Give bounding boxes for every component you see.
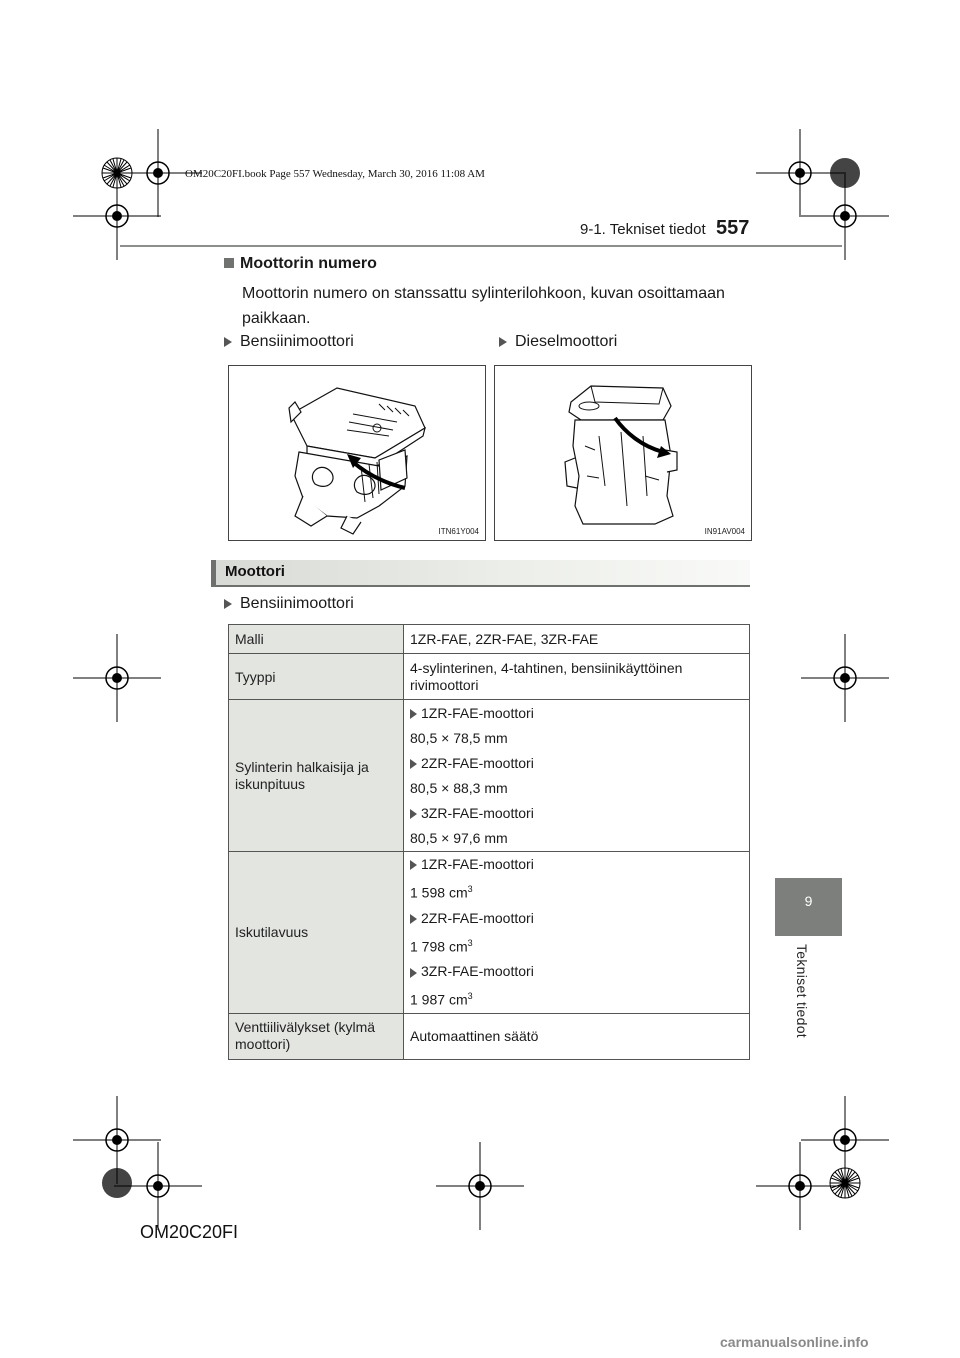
- row-value: 4-sylinterinen, 4-tahtinen, bensiinikäyttöinen rivimoottori: [404, 654, 750, 700]
- engine-number-text: Moottorin numero on stanssattu sylinterilohkoon, kuvan osoittamaan paikkaan.: [242, 285, 725, 327]
- engine-section-band: [211, 560, 750, 585]
- bore-stroke-item: 2ZR-FAE-moottori: [410, 751, 743, 776]
- diesel-engine-illustration: [494, 365, 752, 541]
- table-row: [229, 700, 750, 852]
- diesel-image-code: IN91AV004: [704, 527, 745, 536]
- gasoline-label: Bensiinimoottori: [224, 333, 354, 351]
- page-number: 557: [716, 217, 750, 239]
- engine-section-subtitle: Bensiinimoottori: [224, 595, 354, 613]
- band-underline: [211, 585, 750, 587]
- row-label: Malli: [229, 625, 404, 654]
- bore-stroke-value: 80,5 × 97,6 mm: [410, 829, 508, 846]
- header-section: 9-1. Tekniset tiedot: [580, 221, 706, 238]
- row-value: [404, 700, 750, 852]
- row-value: 1ZR-FAE, 2ZR-FAE, 3ZR-FAE: [404, 625, 750, 654]
- row-label: Sylinterin halkaisija ja iskunpituus: [229, 700, 404, 852]
- triangle-bullet-icon: [410, 709, 417, 719]
- displacement-value: 1 798 $cm^3$: [410, 937, 473, 955]
- crosshair-mark: [801, 1096, 889, 1184]
- crosshair-mark: [801, 634, 889, 722]
- triangle-bullet-icon: [410, 860, 417, 870]
- header-rule: [120, 245, 842, 247]
- footer-code: OM20C20FI: [140, 1222, 239, 1242]
- displacement-item: 2ZR-FAE-moottori: [410, 906, 743, 931]
- crosshair-mark: [114, 1142, 202, 1230]
- engine-spec-table: [228, 624, 750, 1060]
- displacement-item: 3ZR-FAE-moottori: [410, 959, 743, 984]
- triangle-bullet-icon: [410, 809, 417, 819]
- diesel-label: Dieselmoottori: [499, 333, 617, 351]
- gasoline-engine-drawing: [229, 366, 485, 540]
- triangle-bullet-icon: [410, 759, 417, 769]
- bore-stroke-item: 1ZR-FAE-moottori: [410, 701, 743, 726]
- row-label: Venttiilivälykset (kylmä moottori): [229, 1013, 404, 1059]
- chapter-number: 9: [804, 893, 813, 909]
- row-value: [404, 852, 750, 1014]
- crosshair-mark: [436, 1142, 524, 1230]
- row-label: Tyyppi: [229, 654, 404, 700]
- crosshair-mark: [73, 1096, 161, 1184]
- table-row: [229, 654, 750, 700]
- square-bullet-icon: [224, 258, 234, 268]
- displacement-value: 1 987 $cm^3$: [410, 991, 473, 1008]
- table-row: [229, 625, 750, 654]
- crosshair-mark: [756, 1142, 844, 1230]
- table-row: [229, 1013, 750, 1059]
- bore-stroke-value: 80,5 × 78,5 mm: [410, 729, 508, 746]
- book-stamp: OM20C20FI.book Page 557 Wednesday, March 30, 2016 11:08 AM: [185, 168, 485, 180]
- row-label: Iskutilavuus: [229, 852, 404, 1014]
- triangle-bullet-icon: [410, 914, 417, 924]
- engine-number-heading: Moottorin numero: [224, 255, 377, 273]
- bore-stroke-item: 3ZR-FAE-moottori: [410, 801, 743, 826]
- crosshair-mark: [73, 634, 161, 722]
- triangle-bullet-icon: [224, 337, 232, 347]
- displacement-value: 1 598 $cm^3$: [410, 884, 473, 901]
- engine-section-title: Moottori: [225, 563, 285, 580]
- crosshair-mark: [756, 129, 844, 217]
- gasoline-engine-illustration: [228, 365, 486, 541]
- diesel-engine-drawing: [495, 366, 751, 540]
- triangle-bullet-icon: [410, 968, 417, 978]
- band-marker: [211, 560, 216, 585]
- chapter-label: Tekniset tiedot: [794, 944, 810, 1038]
- gasoline-image-code: ITN61Y004: [438, 527, 479, 536]
- displacement-item: 1ZR-FAE-moottori: [410, 852, 743, 877]
- watermark: carmanualsonline.info: [720, 1334, 869, 1350]
- triangle-bullet-icon: [499, 337, 507, 347]
- bore-stroke-value: 80,5 × 88,3 mm: [410, 779, 508, 796]
- row-value: Automaattinen säätö: [404, 1013, 750, 1059]
- triangle-bullet-icon: [224, 599, 232, 609]
- table-row: [229, 852, 750, 1014]
